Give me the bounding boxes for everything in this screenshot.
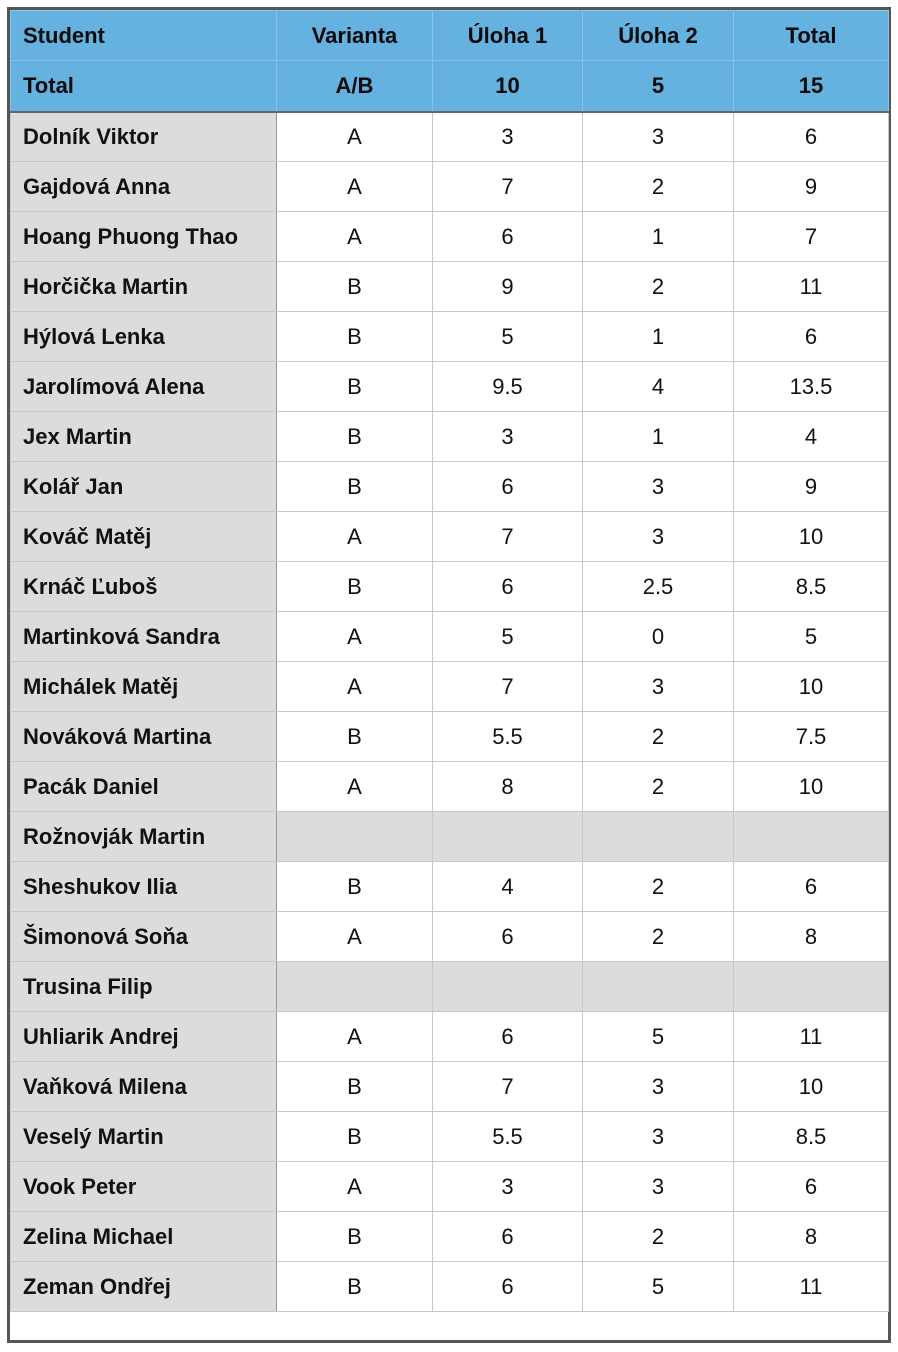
varianta-cell [277,962,433,1012]
total-cell: 7 [734,212,889,262]
uloha-2-cell: 5 [583,1262,734,1312]
table-row [11,162,889,212]
uloha-2-cell: 3 [583,662,734,712]
uloha-2-cell: 2 [583,762,734,812]
total-cell: 9 [734,162,889,212]
student-name-cell: Vook Peter [11,1162,277,1212]
uloha-2-cell: 4 [583,362,734,412]
uloha-1-cell: 6 [433,1012,583,1062]
varianta-cell: B [277,1112,433,1162]
student-name-cell: Nováková Martina [11,712,277,762]
uloha-1-cell: 5.5 [433,712,583,762]
uloha-2-cell: 3 [583,462,734,512]
student-name-cell: Gajdová Anna [11,162,277,212]
total-cell: 13.5 [734,362,889,412]
varianta-cell: B [277,562,433,612]
varianta-cell: B [277,1212,433,1262]
uloha-1-cell: 3 [433,112,583,162]
varianta-cell: A [277,612,433,662]
uloha-2-cell: 2.5 [583,562,734,612]
table-row [11,312,889,362]
uloha-1-cell: 9 [433,262,583,312]
table-row [11,912,889,962]
student-name-cell: Michálek Matěj [11,662,277,712]
max-points-uloha-1: 10 [433,61,583,112]
uloha-1-cell: 3 [433,412,583,462]
table-row [11,862,889,912]
uloha-2-cell [583,962,734,1012]
table-row [11,1212,889,1262]
varianta-cell: A [277,212,433,262]
varianta-cell: A [277,1012,433,1062]
student-name-cell: Uhliarik Andrej [11,1012,277,1062]
table-row [11,1012,889,1062]
student-name-cell: Horčička Martin [11,262,277,312]
varianta-cell: B [277,412,433,462]
student-name-cell: Rožnovják Martin [11,812,277,862]
student-name-cell: Jarolímová Alena [11,362,277,412]
student-name-cell: Šimonová Soňa [11,912,277,962]
total-cell: 11 [734,1262,889,1312]
total-cell: 8 [734,912,889,962]
uloha-2-cell: 3 [583,1162,734,1212]
table-row [11,512,889,562]
total-cell: 10 [734,762,889,812]
total-cell: 6 [734,112,889,162]
column-header-row [11,11,889,61]
table-row [11,762,889,812]
uloha-1-cell: 6 [433,1262,583,1312]
total-cell [734,962,889,1012]
table-row [11,812,889,862]
total-cell: 8.5 [734,1112,889,1162]
student-name-cell: Zelina Michael [11,1212,277,1262]
max-points-row [11,61,889,112]
column-header-total: Total [734,11,889,61]
total-cell: 6 [734,862,889,912]
uloha-2-cell: 0 [583,612,734,662]
uloha-1-cell: 6 [433,912,583,962]
total-cell: 6 [734,1162,889,1212]
uloha-1-cell: 7 [433,512,583,562]
varianta-cell: A [277,912,433,962]
table-row [11,1062,889,1112]
uloha-2-cell: 2 [583,1212,734,1262]
uloha-2-cell: 2 [583,712,734,762]
student-name-cell: Veselý Martin [11,1112,277,1162]
student-name-cell: Martinková Sandra [11,612,277,662]
max-points-uloha-2: 5 [583,61,734,112]
max-points-varianta: A/B [277,61,433,112]
uloha-1-cell [433,962,583,1012]
total-cell: 7.5 [734,712,889,762]
student-name-cell: Kováč Matěj [11,512,277,562]
column-header-uloha-1: Úloha 1 [433,11,583,61]
uloha-2-cell: 3 [583,1062,734,1112]
uloha-1-cell: 4 [433,862,583,912]
student-name-cell: Pacák Daniel [11,762,277,812]
total-cell: 10 [734,512,889,562]
student-name-cell: Hoang Phuong Thao [11,212,277,262]
uloha-1-cell: 7 [433,162,583,212]
table-row [11,1162,889,1212]
student-name-cell: Krnáč Ľuboš [11,562,277,612]
table-row [11,562,889,612]
uloha-2-cell: 2 [583,912,734,962]
uloha-1-cell: 5 [433,612,583,662]
uloha-1-cell: 9.5 [433,362,583,412]
total-cell: 8 [734,1212,889,1262]
uloha-1-cell: 6 [433,1212,583,1262]
table-row [11,362,889,412]
uloha-2-cell [583,812,734,862]
total-cell [734,812,889,862]
table-row [11,662,889,712]
varianta-cell: B [277,862,433,912]
student-name-cell: Sheshukov Ilia [11,862,277,912]
total-cell: 5 [734,612,889,662]
uloha-2-cell: 3 [583,512,734,562]
varianta-cell: A [277,1162,433,1212]
column-header-uloha-2: Úloha 2 [583,11,734,61]
total-cell: 11 [734,262,889,312]
varianta-cell: B [277,1262,433,1312]
varianta-cell: A [277,662,433,712]
student-name-cell: Jex Martin [11,412,277,462]
uloha-1-cell: 6 [433,562,583,612]
student-name-cell: Zeman Ondřej [11,1262,277,1312]
max-points-label: Total [11,61,277,112]
total-cell: 9 [734,462,889,512]
total-cell: 10 [734,662,889,712]
table-row [11,1262,889,1312]
table-row [11,612,889,662]
uloha-2-cell: 2 [583,262,734,312]
student-rows [11,112,889,1312]
uloha-1-cell [433,812,583,862]
varianta-cell: B [277,712,433,762]
uloha-1-cell: 7 [433,1062,583,1112]
uloha-1-cell: 7 [433,662,583,712]
max-points-total: 15 [734,61,889,112]
varianta-cell [277,812,433,862]
student-name-cell: Dolník Viktor [11,112,277,162]
table-row [11,412,889,462]
table-row [11,1112,889,1162]
uloha-1-cell: 8 [433,762,583,812]
uloha-1-cell: 6 [433,212,583,262]
uloha-2-cell: 3 [583,1112,734,1162]
varianta-cell: A [277,162,433,212]
uloha-1-cell: 6 [433,462,583,512]
table-row [11,112,889,162]
uloha-2-cell: 2 [583,862,734,912]
table-row [11,262,889,312]
varianta-cell: A [277,112,433,162]
student-name-cell: Kolář Jan [11,462,277,512]
varianta-cell: B [277,262,433,312]
total-cell: 8.5 [734,562,889,612]
student-name-cell: Hýlová Lenka [11,312,277,362]
varianta-cell: A [277,512,433,562]
total-cell: 6 [734,312,889,362]
column-header-student: Student [11,11,277,61]
total-cell: 11 [734,1012,889,1062]
varianta-cell: B [277,1062,433,1112]
table-row [11,712,889,762]
uloha-2-cell: 1 [583,412,734,462]
total-cell: 4 [734,412,889,462]
table-row [11,462,889,512]
uloha-2-cell: 1 [583,212,734,262]
uloha-1-cell: 5 [433,312,583,362]
total-cell: 10 [734,1062,889,1112]
uloha-2-cell: 5 [583,1012,734,1062]
table-row [11,962,889,1012]
table-row [11,212,889,262]
uloha-1-cell: 3 [433,1162,583,1212]
uloha-2-cell: 2 [583,162,734,212]
grades-table-frame [7,7,891,1343]
uloha-2-cell: 1 [583,312,734,362]
varianta-cell: B [277,362,433,412]
varianta-cell: A [277,762,433,812]
grades-table [10,10,889,1312]
student-name-cell: Trusina Filip [11,962,277,1012]
student-name-cell: Vaňková Milena [11,1062,277,1112]
uloha-2-cell: 3 [583,112,734,162]
column-header-varianta: Varianta [277,11,433,61]
uloha-1-cell: 5.5 [433,1112,583,1162]
varianta-cell: B [277,462,433,512]
varianta-cell: B [277,312,433,362]
